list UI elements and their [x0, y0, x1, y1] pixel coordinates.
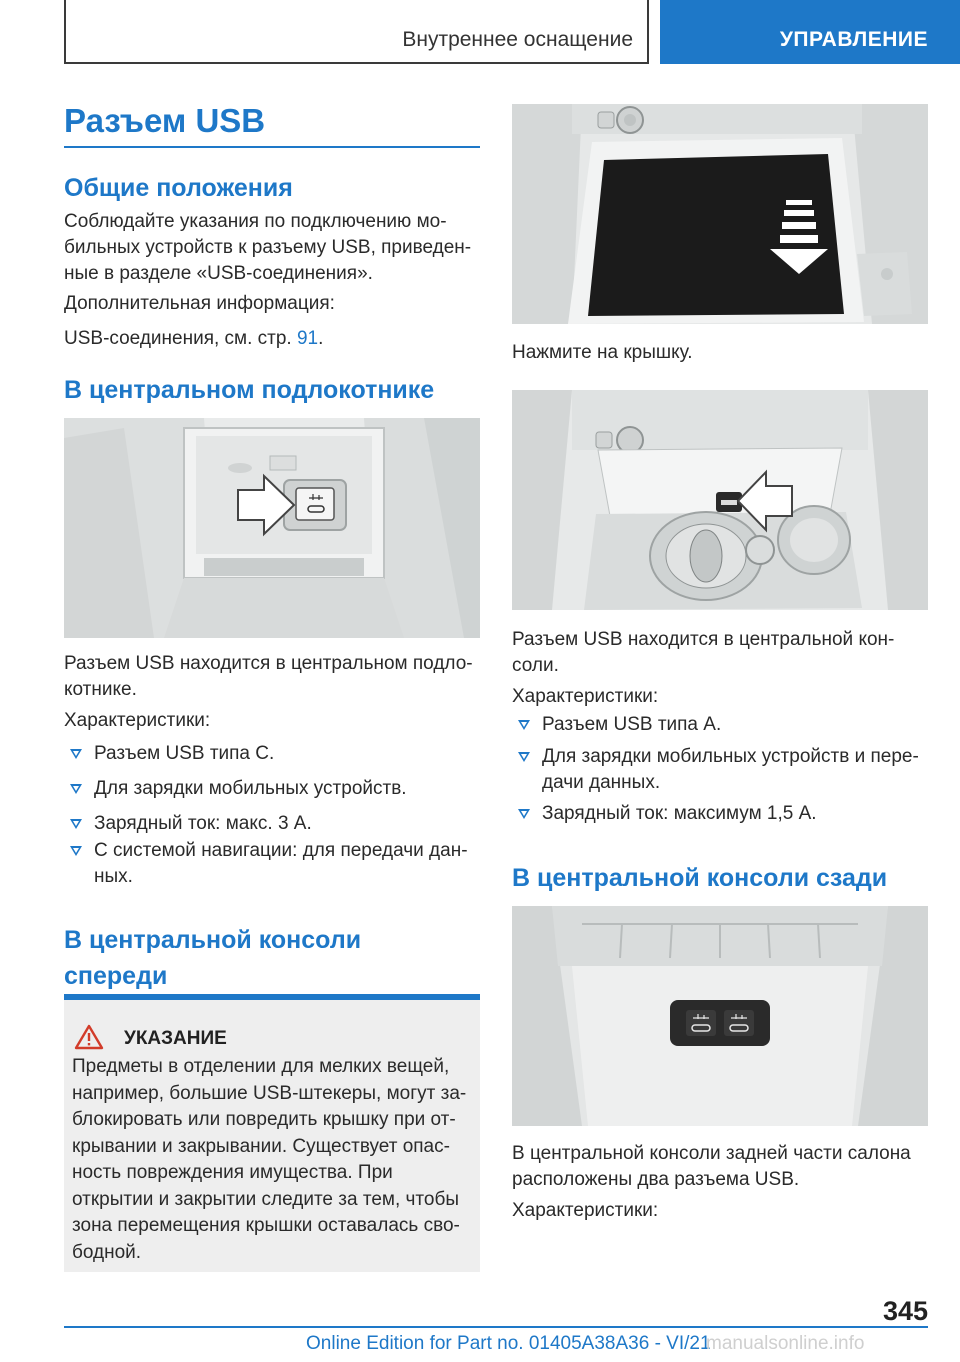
rear-console-usb-photo [512, 906, 928, 1126]
rear-console-heading: В центральной консоли сзади [512, 864, 888, 892]
console-feature-item: Разъем USB типа A. [512, 712, 928, 738]
bullet-triangle-icon [70, 819, 82, 829]
warning-title: УКАЗАНИЕ [124, 1028, 227, 1049]
console-location-caption: Разъем USB находится в центральной кон-соли. [512, 629, 895, 676]
warning-triangle-icon [74, 1024, 104, 1050]
console-usb-photo [512, 390, 928, 610]
header-chapter-tab [660, 0, 960, 64]
armrest-heading: В центральном подлокотнике [64, 376, 435, 404]
title-rule [64, 146, 480, 148]
page-number: 345 [882, 1296, 928, 1326]
console-cover-photo [512, 104, 928, 324]
footer-rule [64, 1326, 928, 1328]
header-section-tab [64, 0, 649, 64]
armrest-caption: Разъем USB находится в центральном подло-котнике. [64, 653, 473, 700]
edition-text: Online Edition for Part no. 01405A38A36 - VI/21 [306, 1333, 711, 1354]
warning-text: Предметы в отделении для мелких вещей, например, большие USB-штекеры, могут за-блокировать или повредить крышку при от-крывании и закрывании. Существует опас-ность повреждения имущества. При открытии и закрытии следите за тем, чтобы зона перемещения крышки оставалась сво-бодной. [72, 1056, 467, 1263]
armrest-feature-item: Для зарядки мобильных устройств. [64, 776, 480, 802]
front-console-heading: В центральной консоли спереди [64, 926, 362, 990]
warning-box [64, 1000, 480, 1272]
bullet-triangle-icon [518, 752, 530, 762]
usb-reference-text: USB-соединения, см. стр. [64, 328, 297, 349]
armrest-feature-item: С системой навигации: для передачи дан-ных. [64, 838, 480, 890]
page-link-91[interactable]: 91 [296, 328, 319, 349]
armrest-feature-item: Разъем USB типа C. [64, 741, 480, 767]
general-text: Соблюдайте указания по подключению мо-бильных устройств к разъему USB, приведен-ные в разделе «USB-соединения». [64, 211, 472, 284]
bullet-triangle-icon [518, 720, 530, 730]
armrest-feature-item: Зарядный ток: макс. 3 А. [64, 811, 480, 837]
console-features-label: Характеристики: [512, 686, 659, 707]
bullet-triangle-icon [70, 749, 82, 759]
armrest-usb-photo [64, 418, 480, 638]
more-info-label: Дополнительная информация: [64, 293, 335, 314]
header-chapter-title: УПРАВЛЕНИЕ [779, 28, 928, 51]
watermark-text: manualsonline.info [706, 1333, 865, 1354]
bullet-triangle-icon [70, 846, 82, 856]
page-title: Разъем USB [64, 102, 266, 139]
bullet-triangle-icon [70, 784, 82, 794]
console-feature-item: Для зарядки мобильных устройств и пере-дачи данных. [512, 744, 928, 796]
usb-reference [64, 326, 480, 352]
console-feature-item: Зарядный ток: максимум 1,5 А. [512, 801, 928, 827]
general-heading: Общие положения [64, 174, 293, 202]
press-cover-caption: Нажмите на крышку. [512, 342, 693, 363]
armrest-features-label: Характеристики: [64, 710, 211, 731]
usb-reference-end: . [318, 328, 324, 349]
rear-console-features-label: Характеристики: [512, 1200, 659, 1221]
bullet-triangle-icon [518, 809, 530, 819]
rear-console-caption: В центральной консоли задней части салона расположены два разъема USB. [512, 1143, 911, 1190]
header-section-title: Внутреннее оснащение [402, 28, 633, 51]
